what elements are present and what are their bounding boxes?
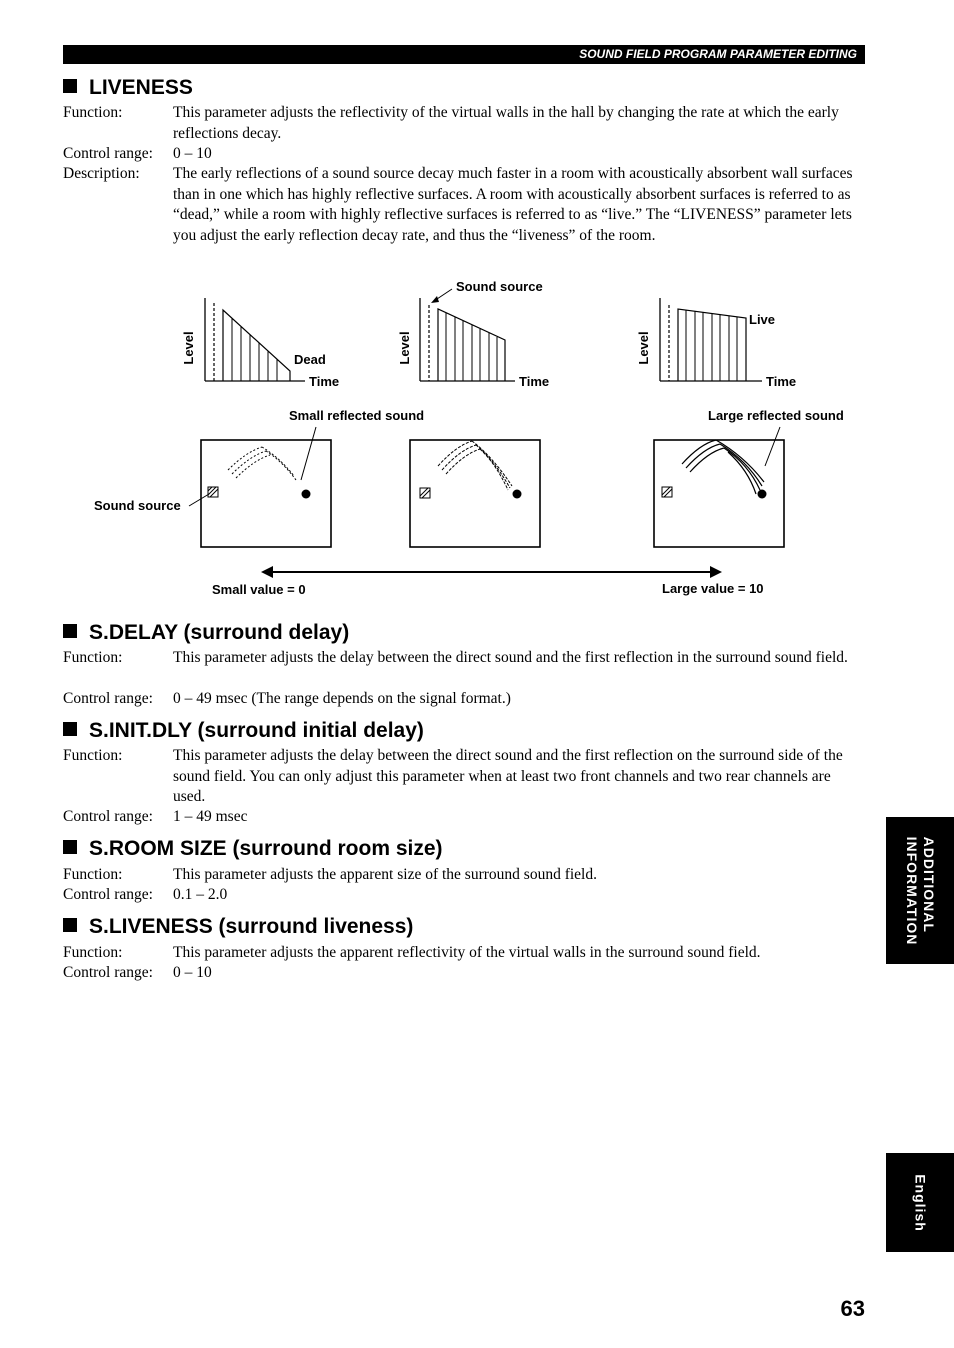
liveness-range-row: Control range: 0 – 10 [63,144,863,165]
room-medium [410,440,540,547]
time-axis-label: Time [309,374,340,389]
sroomsize-range-row: Control range: 0.1 – 2.0 [63,885,863,906]
small-reflected-label: Small reflected sound [289,408,425,423]
sinitdly-function-row: Function: This parameter adjusts the delay between the direct sound and the first reflection on the surround side of the sound field. You can only adjust this parameter when at least two front channels and two rear channels are used. [63,746,863,808]
liveness-range-text: 0 – 10 [173,145,212,162]
room-live [654,440,784,547]
bullet-square-icon [63,624,77,638]
sliveness-function-row: Function: This parameter adjusts the apparent reflectivity of the virtual walls in the surround sound field. [63,943,863,964]
level-axis-label: Level [636,331,651,365]
sinitdly-range-row: Control range: 1 – 49 msec [63,807,863,828]
sinitdly-function-text: This parameter adjusts the delay between the direct sound and the first reflection on the surround side of the sound field. You can only adjust this parameter when at least two front channels and two rear channels are used. [173,747,843,805]
bullet-square-icon [63,79,77,93]
sliveness-range-text: 0 – 10 [173,964,212,981]
bullet-square-icon [63,918,77,932]
sliveness-heading: S.LIVENESS (surround liveness) [63,915,413,939]
value-range-arrow [261,566,722,578]
bullet-square-icon [63,722,77,736]
sinitdly-range-text: 1 – 49 msec [173,808,248,825]
time-axis-label: Time [519,374,550,389]
bullet-square-icon [63,840,77,854]
room-dead [94,440,331,547]
dead-label: Dead [294,352,326,367]
page-number: 63 [840,1296,865,1321]
live-label: Live [749,312,776,327]
sound-source-label: Sound source [94,498,181,513]
liveness-function-text: This parameter adjusts the reflectivity of the virtual walls in the hall by changing the rate at which the early reflections decay. [173,104,839,142]
dead-decay-graph [181,298,339,389]
level-axis-label: Level [181,331,196,365]
sroomsize-function-row: Function: This parameter adjusts the apparent size of the surround sound field. [63,865,863,886]
small-value-label: Small value = 0 [212,582,306,597]
liveness-description-text: The early reflections of a sound source decay much faster in a room with acoustically absorbent wall surfaces than in one which has highly reflective surfaces. A room with acoustically absorbent surfaces is referred to as “dead,” while a room with highly reflective surfaces is referred to as “live.” The “LIVENESS” parameter lets you adjust the early reflection decay rate, and thus the “liveness” of the room. [173,165,853,244]
sroomsize-range-text: 0.1 – 2.0 [173,886,228,903]
sdelay-function-text: This parameter adjusts the delay between the direct sound and the first reflection in the surround sound field. [173,649,848,666]
level-axis-label: Level [397,331,412,365]
additional-information-tab[interactable]: ADDITIONAL INFORMATION [886,817,954,964]
sdelay-range-text: 0 – 49 msec (The range depends on the signal format.) [173,690,511,707]
sdelay-range-row: Control range: 0 – 49 msec (The range depends on the signal format.) [63,689,863,710]
large-value-label: Large value = 10 [662,581,764,596]
sroomsize-heading: S.ROOM SIZE (surround room size) [63,837,443,861]
liveness-description-row: Description: The early reflections of a sound source decay much faster in a room with acoustically absorbent wall surfaces than in one which has highly reflective surfaces. A room with acoustically absorbent surfaces is referred to as “dead,” while a room with highly reflective surfaces is referred to as “live.” The “LIVENESS” parameter lets you adjust the early reflection decay rate, and thus the “liveness” of the room. [63,164,863,246]
sdelay-function-row: Function: This parameter adjusts the delay between the direct sound and the first reflection in the surround sound field. [63,648,863,669]
sdelay-heading: S.DELAY (surround delay) [63,621,349,645]
running-header: SOUND FIELD PROGRAM PARAMETER EDITING [63,45,865,64]
liveness-diagram [0,270,954,610]
large-reflected-label: Large reflected sound [708,408,844,423]
medium-decay-graph [397,279,549,389]
sliveness-function-text: This parameter adjusts the apparent reflectivity of the virtual walls in the surround sound field. [173,944,761,961]
sliveness-range-row: Control range: 0 – 10 [63,963,863,984]
time-axis-label: Time [766,374,797,389]
english-tab[interactable]: English [886,1153,954,1252]
liveness-function-row: Function: This parameter adjusts the reflectivity of the virtual walls in the hall by changing the rate at which the early reflections decay. [63,103,863,144]
sinitdly-heading: S.INIT.DLY (surround initial delay) [63,719,424,743]
sroomsize-function-text: This parameter adjusts the apparent size of the surround sound field. [173,866,597,883]
live-decay-graph [636,298,796,389]
sound-source-label: Sound source [456,279,543,294]
liveness-heading: LIVENESS [63,76,193,100]
